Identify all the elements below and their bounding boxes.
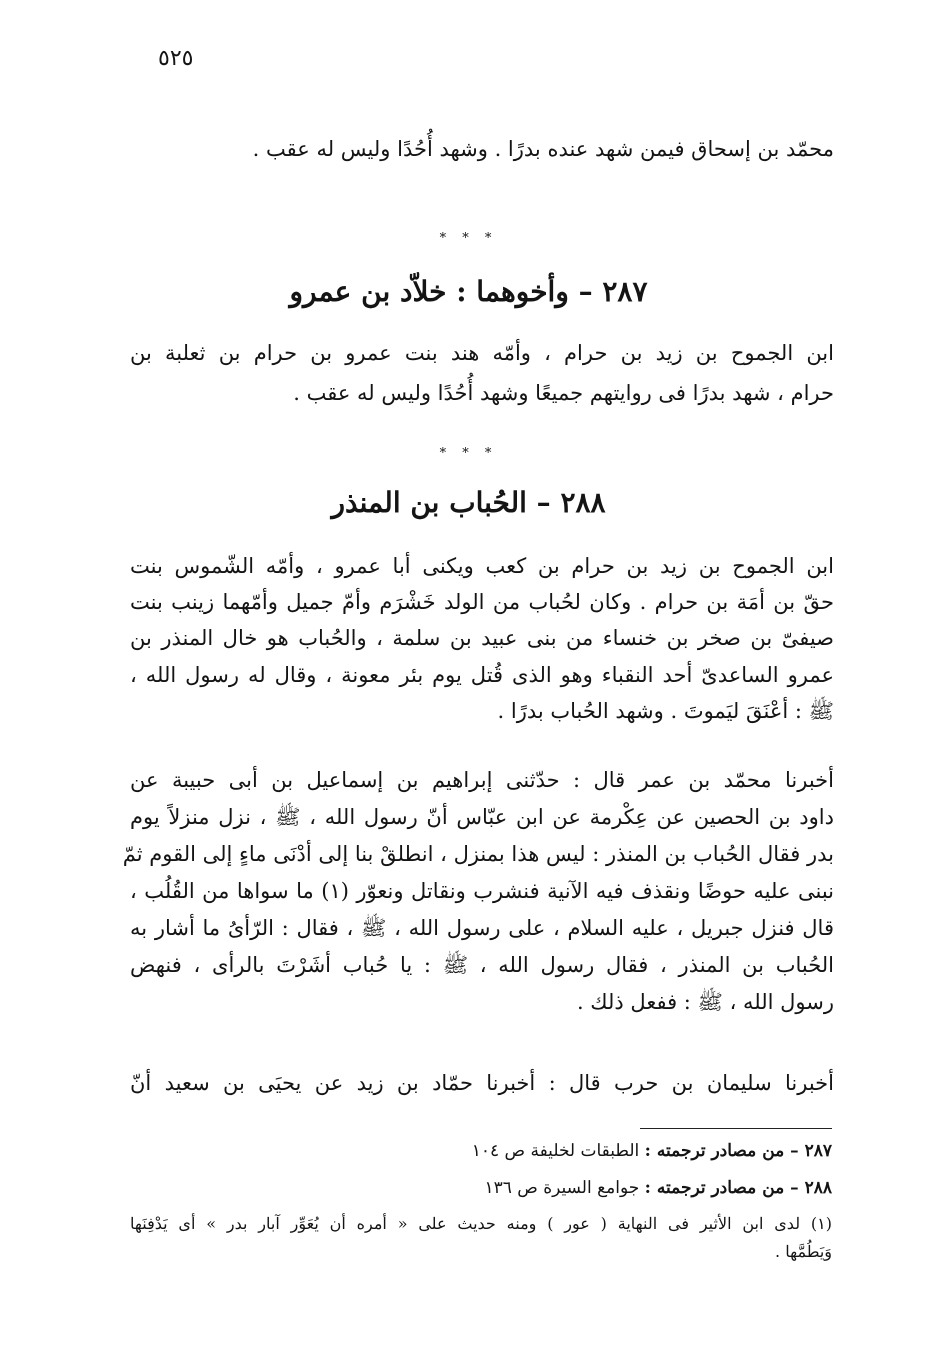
heading-288: ٢٨٨ – الحُباب بن المنذر: [331, 486, 606, 519]
text-line: ﷺ : أعْنَقَ ليَموتَ . وشهد الحُباب بدرًا .: [497, 699, 834, 723]
text-line: حقّ بن أمَة بن حرام . وكان لحُباب من الولد خَشْرَم وأمّ جميل وأمّهما زينب بنت: [130, 590, 834, 614]
footnote-label: ٢٨٧ – من مصادر ترجمته :: [644, 1141, 832, 1161]
intro-block: [130, 134, 834, 166]
footnote-note-1: (١) لدى ابن الأثير فى النهاية ( عور ) ومنه حديث على « أمره أن يُعَوِّر آبار بدر » أى يَدْفِنَها: [130, 1214, 832, 1233]
text-line: صيفىّ بن صخر بن خنساء من بنى عبيد بن سلمة ، والحُباب هو خال المنذر بن: [130, 626, 834, 650]
text-line: حرام ، شهد بدرًا فى روايتهم جميعًا وشهد أُحُدًا وليس له عقب .: [293, 381, 834, 405]
section-288-para2: [122, 765, 834, 1065]
section-287-body: [130, 338, 834, 408]
text-line: رسول الله ، ﷺ : ففعل ذلك .: [576, 990, 834, 1014]
text-line: أخبرنا سليمان بن حرب قال : أخبرنا حمّاد بن زيد عن يحيَى بن سعيد أنّ: [130, 1071, 834, 1095]
footnote-source-287: [472, 1141, 832, 1161]
footnote-text: الطبقات لخليفة ص ١٠٤: [471, 1141, 640, 1161]
text-line: نبنى عليه حوضًا ونقذف فيه الآنية فنشرب ونقاتل ونعوّر (١) ما سواها من القُلُب ،: [130, 879, 834, 903]
text-line: عمرو الساعدىّ أحد النقباء وهو الذى قُتل يوم بئر معونة ، وقال له رسول الله ،: [130, 663, 834, 687]
text-line: داود بن الحصين عن عِكْرمة عن ابن عبّاس أنّ رسول الله ، ﷺ ، نزل منزلاً يوم: [130, 805, 834, 829]
separator-stars: * * *: [439, 446, 498, 461]
text-line: ابن الجموح بن زيد بن حرام ، وأمّه هند بنت عمرو بن حرام بن ثعلبة بن: [130, 341, 834, 365]
heading-287: ٢٨٧ – وأخوهما : خلاّد بن عمرو: [289, 275, 648, 308]
footnote-label: ٢٨٨ – من مصادر ترجمته :: [644, 1178, 832, 1198]
section-288-para1: [130, 551, 834, 761]
footnote-note-1-cont: وَيَطُمَّها .: [775, 1242, 832, 1261]
page-number: ٥٢٥: [158, 46, 194, 71]
text-line: أخبرنا محمّد بن عمر قال : حدّثنى إبراهيم بن إسماعيل بن أبى حبيبة عن: [130, 768, 834, 792]
section-288-para3: [130, 1068, 834, 1102]
intro-line: محمّد بن إسحاق فيمن شهد عنده بدرًا . وشهد أُحُدًا وليس له عقب .: [252, 137, 834, 161]
separator-stars: * * *: [439, 231, 498, 246]
text-line: الحُباب بن المنذر ، فقال رسول الله ، ﷺ : يا حُباب أشَرْتَ بالرأى ، فنهض: [130, 953, 834, 977]
text-line: ابن الجموح بن زيد بن حرام بن كعب ويكنى أبا عمرو ، وأمّه الشّموس بنت: [130, 554, 834, 578]
footnote-text: جوامع السيرة ص ١٣٦: [484, 1178, 640, 1198]
footnote-source-288: [484, 1178, 832, 1198]
text-line: بدر فقال الحُباب بن المنذر : ليس هذا بمنزل ، انطلقْ بنا إلى أدْنَى ماءٍ إلى القوم ثمّ: [122, 842, 834, 866]
footnote-rule: [640, 1128, 832, 1129]
text-line: قال فنزل جبريل ، عليه السلام ، على رسول الله ، ﷺ ، فقال : الرّأىُ ما أشار به: [130, 916, 834, 940]
